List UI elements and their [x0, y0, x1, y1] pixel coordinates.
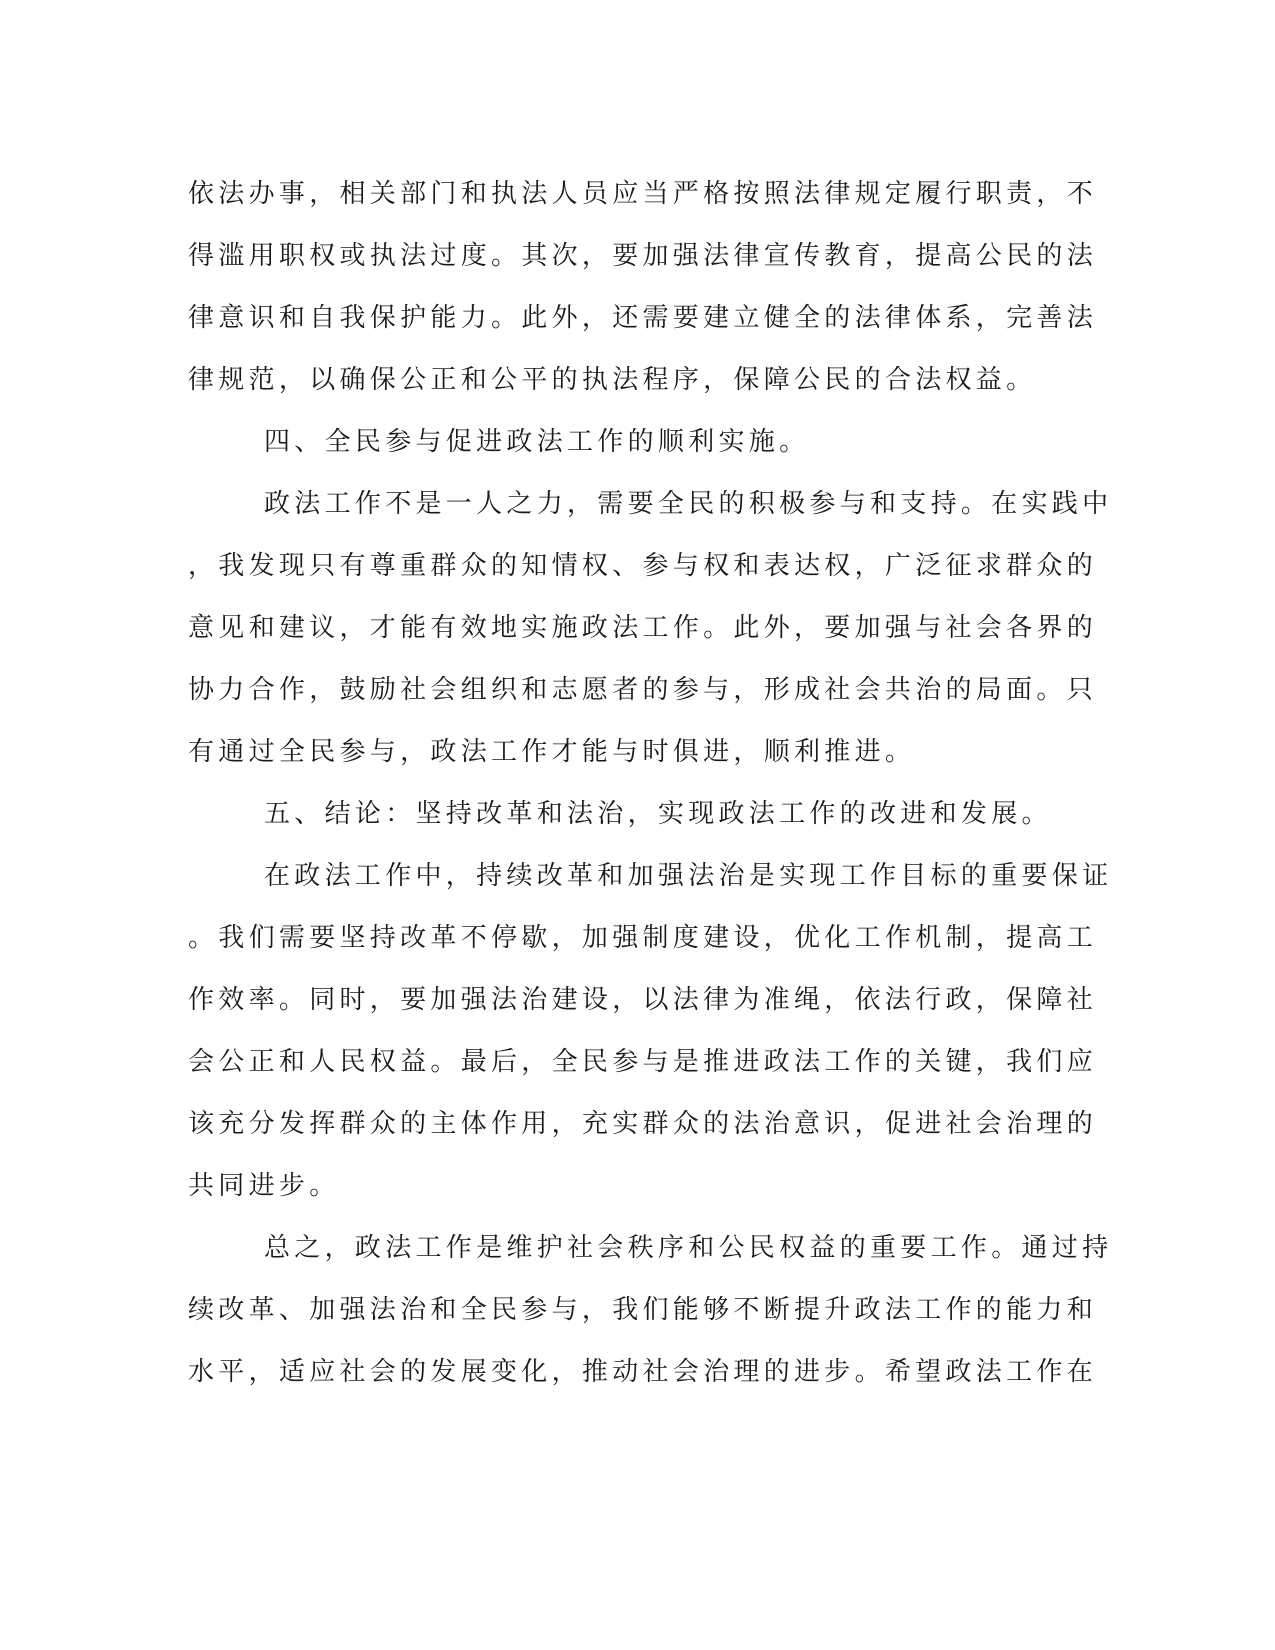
text-line: 续改革、加强法治和全民参与，我们能够不断提升政法工作的能力和	[188, 1295, 1098, 1325]
text-line: 会公正和人民权益。最后，全民参与是推进政法工作的关键，我们应	[188, 1047, 1098, 1077]
text-line: 该充分发挥群众的主体作用，充实群众的法治意识，促进社会治理的	[188, 1109, 1098, 1139]
text-line: 依法办事，相关部门和执法人员应当严格按照法律规定履行职责，不	[188, 179, 1098, 209]
paragraph-first-line: 在政法工作中，持续改革和加强法治是实现工作目标的重要保证	[264, 861, 1113, 891]
text-line: 共同进步。	[188, 1171, 340, 1201]
text-line: 有通过全民参与，政法工作才能与时俱进，顺利推进。	[188, 737, 916, 767]
paragraph-first-line: 四、全民参与促进政法工作的顺利实施。	[264, 427, 810, 457]
text-line: 律意识和自我保护能力。此外，还需要建立健全的法律体系，完善法	[188, 303, 1098, 333]
document-body	[188, 163, 1113, 1403]
paragraph-first-line: 政法工作不是一人之力，需要全民的积极参与和支持。在实践中	[264, 489, 1113, 519]
text-line: 水平，适应社会的发展变化，推动社会治理的进步。希望政法工作在	[188, 1357, 1098, 1387]
text-line: 。我们需要坚持改革不停歇，加强制度建设，优化工作机制，提高工	[188, 923, 1098, 953]
text-line: 意见和建议，才能有效地实施政法工作。此外，要加强与社会各界的	[188, 613, 1098, 643]
text-line: 协力合作，鼓励社会组织和志愿者的参与，形成社会共治的局面。只	[188, 675, 1098, 705]
text-line: 律规范，以确保公正和公平的执法程序，保障公民的合法权益。	[188, 365, 1037, 395]
text-line: 得滥用职权或执法过度。其次，要加强法律宣传教育，提高公民的法	[188, 241, 1098, 271]
text-line: ，我发现只有尊重群众的知情权、参与权和表达权，广泛征求群众的	[188, 551, 1098, 581]
text-line: 作效率。同时，要加强法治建设，以法律为准绳，依法行政，保障社	[188, 985, 1098, 1015]
paragraph-first-line: 总之，政法工作是维护社会秩序和公民权益的重要工作。通过持	[264, 1233, 1113, 1263]
paragraph-first-line: 五、结论：坚持改革和法治，实现政法工作的改进和发展。	[264, 799, 1052, 829]
